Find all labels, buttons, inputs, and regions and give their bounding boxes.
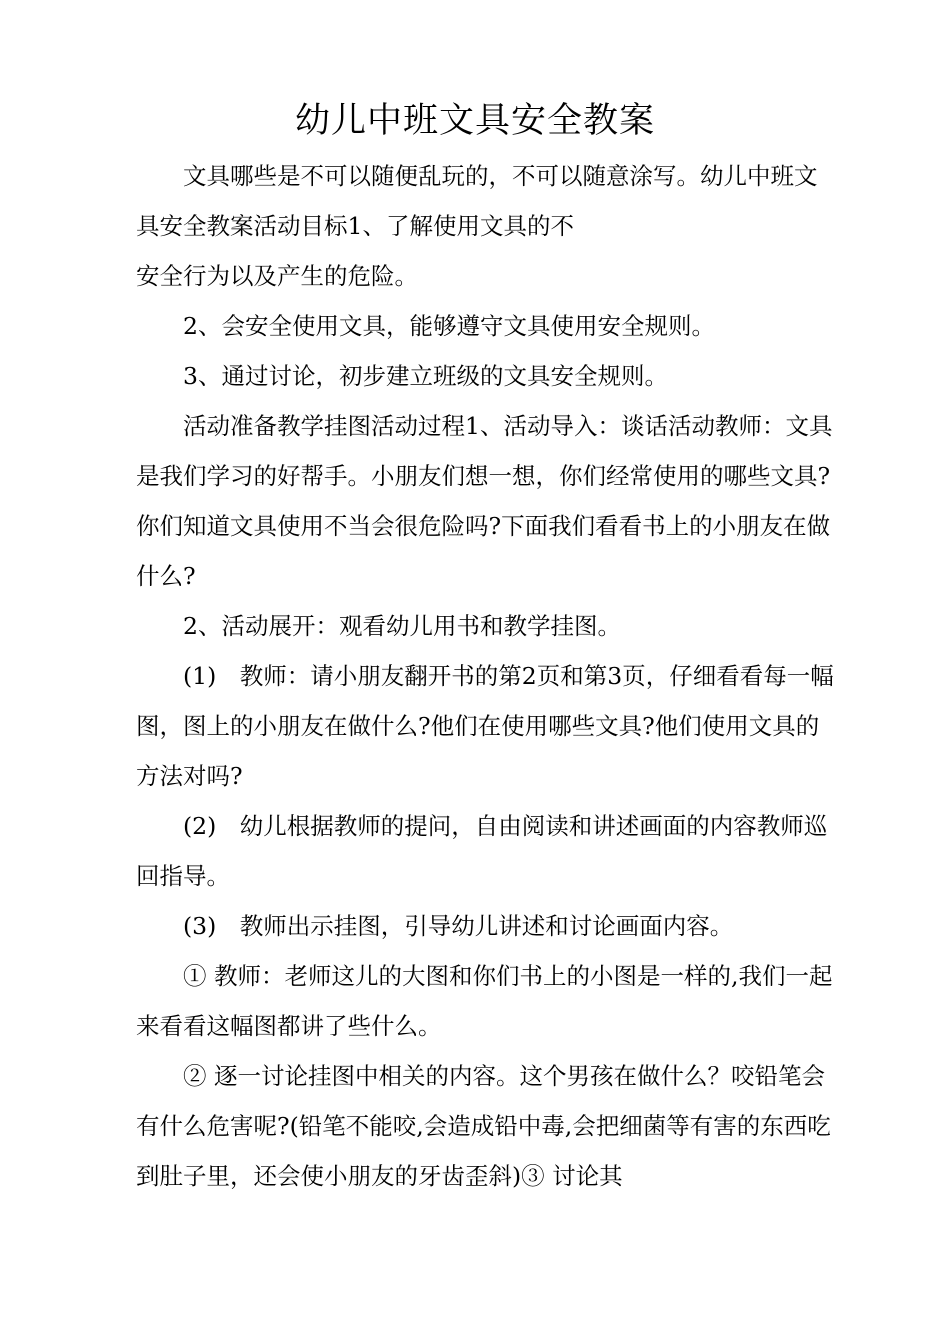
paragraph-preparation: 活动准备教学挂图活动过程1、活动导入：谈话活动教师：文具是我们学习的好帮手。小朋友们想一想，你们经常使用的哪些文具?你们知道文具使用不当会很危险吗?下面我们看看书上的小朋友在做什么? — [136, 412, 833, 590]
paragraph-goal-3: 3、通过讨论，初步建立班级的文具安全规则。 — [183, 362, 668, 390]
document-body — [136, 151, 836, 1201]
paragraph-step-1: (1) 教师：请小朋友翻开书的第2页和第3页，仔细看看每一幅图，图上的小朋友在做什么?他们在使用哪些文具?他们使用文具的方法对吗? — [136, 662, 834, 790]
paragraph-activity-2: 2、活动展开：观看幼儿用书和教学挂图。 — [183, 612, 621, 640]
paragraph-step-3: (3) 教师出示挂图，引导幼儿讲述和讨论画面内容。 — [183, 912, 734, 940]
document-title: 幼儿中班文具安全教案 — [294, 101, 655, 141]
paragraph-goal-2: 2、会安全使用文具，能够遵守文具使用安全规则。 — [183, 312, 715, 340]
paragraph-point-2: ② 逐一讨论挂图中相关的内容。这个男孩在做什么？咬铅笔会有什么危害呢?(铅笔不能咬,会造成铅中毒,会把细菌等有害的东西吃到肚子里，还会使小朋友的牙齿歪斜)③ 讨论其 — [136, 1062, 831, 1190]
paragraph-intro: 文具哪些是不可以随便乱玩的，不可以随意涂写。幼儿中班文具安全教案活动目标1、了解使用文具的不 — [136, 162, 818, 240]
paragraph-step-2: (2) 幼儿根据教师的提问，自由阅读和讲述画面的内容教师巡回指导。 — [136, 812, 828, 890]
paragraph-intro-continued: 安全行为以及产生的危险。 — [136, 262, 418, 290]
paragraph-point-1: ① 教师：老师这儿的大图和你们书上的小图是一样的,我们一起来看看这幅图都讲了些什么。 — [136, 962, 833, 1040]
